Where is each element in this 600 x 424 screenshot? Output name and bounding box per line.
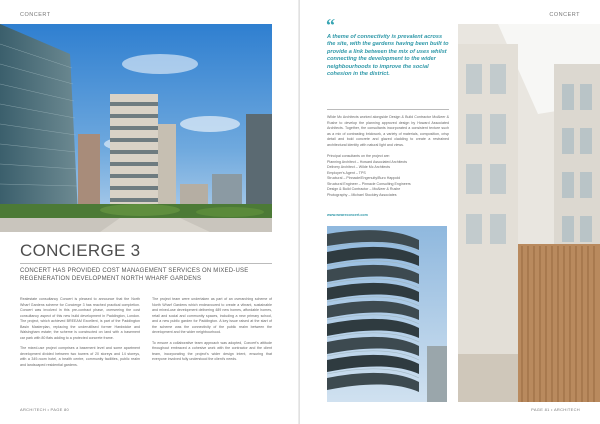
credit-line: Delivery Architect – Wilde Mc Architects	[327, 165, 391, 169]
credit-line: Structural – Pinnacle/Engenuity/Buro Happold	[327, 176, 401, 180]
body-column-1	[20, 297, 140, 373]
credits-list	[327, 154, 449, 198]
credit-line: Employer's Agent – TPS	[327, 170, 366, 175]
article-title: CONCIERGE 3	[20, 241, 141, 260]
quote-mark-icon: “	[326, 15, 335, 35]
article-subtitle: CONCERT HAS PROVIDED COST MANAGEMENT SERVICES ON MIXED-USE REGENERATION DEVELOPMENT NORTH WHARF GARDENS	[20, 268, 249, 282]
body-column-2	[152, 297, 272, 368]
quote-divider	[327, 109, 449, 110]
body-right: Wilde Mc Architects worked alongside Design & Build Contractor McAleer & Rushe to develop the planning approved design by Howard Associated Architects. Together, the consultants incorporated a consistent texture such as a mix of contrasting brickwork, a variety of materials, composition, crisp detail and bold concrete and glazed cladding to create a restrained architectural identity with natural light and views.	[327, 115, 449, 147]
pull-quote: A theme of connectivity is prevalent across the site, with the gardens having been built to provide a link between the mix of uses whilst connecting the development to the wider neighbourhoods to improve the social cohesion in the district.	[327, 34, 449, 78]
folio-right: PAGE 81 • ARCHITECH	[531, 407, 580, 412]
body-paragraph: The mixed-use project comprises a basement level and some apartment development divided between two towers of 20 storeys and 14 storeys, with a 349-room hotel, a health centre, community facilities, public realm and landscaped residential gardens.	[20, 346, 140, 367]
folio-left: ARCHITECH • PAGE 80	[20, 407, 70, 412]
body-paragraph: To ensure a collaborative team approach was adopted, Concert's attitude throughout embraced a cohesive work with the contractor and the client team, incorporating the project's wider design intent, ensuring that everyone involved fully understood the client's needs.	[152, 340, 272, 361]
credit-line: Structural Engineer – Pinnacle Consulting Engineers	[327, 181, 411, 186]
body-paragraph: Realestate consultancy Concert is pleased to announce that the North Wharf Gardens scheme for Concierge 3 has reached practical completion. Concert was involved in this pre-contract phase, overseeing the cost consultancy aspect of this new build development in Paddington, London. The project, which achieved BREEAM Excellent, is part of the Paddington Basin Masterplan, replacing the underutilised former Hardwicke and Walsingham estate; the scheme is constructed on land with a basement car park with 80 flats adding to a protected concrete frame.	[20, 297, 140, 340]
curved-balcony-photo	[327, 226, 447, 402]
hero-photo-towers	[0, 24, 272, 232]
credits-intro: Principal consultants on the project are:	[327, 154, 390, 158]
body-paragraph: The project team were undertaken as part of an overarching scheme of North Wharf Gardens which endeavoured to create a vibrant, sustainable and mixed-use development delivering 489 new homes, affordable homes, retail and social and community spaces, including a new primary school, and a new public garden for Paddington. A key issue raised at the start of the scheme was the connectivity of the public realm between the development and the wider neighbourhood.	[152, 297, 272, 334]
interior-atrium-photo	[458, 24, 600, 402]
credit-line: Photography – Michael Stockley Associates	[327, 192, 397, 197]
title-divider	[20, 263, 272, 264]
credit-line: Design & Build Contractor – McAleer & Rushe	[327, 187, 401, 191]
credit-line: Planning Architect – Howard Associated Architects	[327, 159, 408, 164]
website-link[interactable]: www.weareconcert.com	[327, 213, 368, 217]
section-tag: CONCERT	[549, 12, 580, 18]
section-tag: CONCERT	[20, 12, 51, 18]
